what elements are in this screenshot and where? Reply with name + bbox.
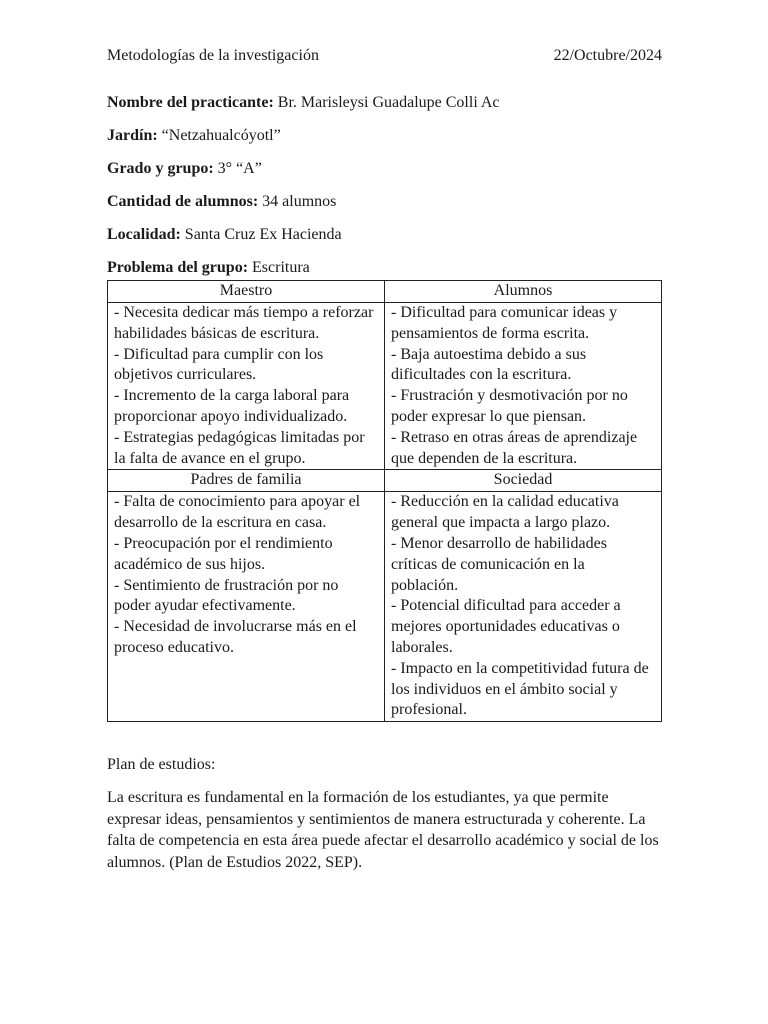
field-value: Br. Marisleysi Guadalupe Colli Ac	[273, 94, 500, 111]
list-item: - Sentimiento de frustración por no poder ayudar efectivamente.	[114, 576, 339, 615]
field-label: Jardín:	[107, 127, 158, 144]
field-practicante	[107, 92, 662, 114]
table-header-row	[108, 470, 662, 492]
list-item: - Dificultad para cumplir con los objetivos curriculares.	[114, 345, 324, 384]
field-value: 34 alumnos	[258, 193, 337, 210]
field-value: “Netzahualcóyotl”	[157, 127, 281, 144]
list-item: - Preocupación por el rendimiento académico de sus hijos.	[114, 534, 333, 573]
cell-maestro	[108, 303, 385, 470]
list-item: - Incremento de la carga laboral para proporcionar apoyo individualizado.	[114, 387, 350, 425]
field-localidad	[107, 224, 662, 246]
table-header-row	[108, 281, 662, 303]
list-item: - Reducción en la calidad educativa general que impacta a largo plazo.	[391, 493, 619, 532]
field-label: Localidad:	[107, 226, 181, 243]
plan-body: La escritura es fundamental en la formación de los estudiantes, ya que permite expresar ideas, pensamientos y sentimientos de manera estructurada y coherente. La falta de competencia en esta área puede afectar el desarrollo académico y social de los alumnos. (Plan de Estudios 2022, SEP).	[107, 789, 659, 871]
heading-alumnos: Alumnos	[385, 281, 662, 303]
list-item: - Frustración y desmotivación por no poder expresar lo que piensan.	[391, 387, 628, 425]
list-item: - Dificultad para comunicar ideas y pensamientos de forma escrita.	[391, 304, 618, 342]
table-row	[108, 303, 662, 470]
table-row	[108, 492, 662, 722]
field-label: Nombre del practicante:	[107, 94, 274, 111]
field-label: Problema del grupo:	[107, 259, 249, 276]
heading-sociedad: Sociedad	[385, 470, 662, 492]
list-item: - Menor desarrollo de habilidades críticas de comunicación en la población.	[391, 534, 607, 594]
plan-heading: Plan de estudios:	[107, 756, 216, 774]
list-item: - Necesidad de involucrarse más en el proceso educativo.	[114, 618, 357, 656]
field-label: Cantidad de alumnos:	[107, 193, 259, 210]
heading-maestro: Maestro	[108, 281, 385, 303]
document-date: 22/Octubre/2024	[553, 47, 662, 64]
list-item: - Impacto en la competitividad futura de los individuos en el ámbito social y profesional.	[391, 659, 649, 719]
list-item: - Estrategias pedagógicas limitadas por la falta de avance en el grupo.	[114, 428, 365, 467]
field-grado-grupo	[107, 158, 662, 180]
list-item: - Potencial dificultad para acceder a mejores oportunidades educativas o laborales.	[391, 597, 621, 656]
analysis-table	[107, 280, 662, 722]
subject-title: Metodologías de la investigación	[107, 47, 319, 64]
cell-alumnos	[385, 303, 662, 470]
field-problema	[107, 257, 662, 279]
document-header	[107, 45, 662, 67]
field-label: Grado y grupo:	[107, 160, 214, 177]
field-value: Santa Cruz Ex Hacienda	[180, 226, 342, 243]
field-value: 3° “A”	[213, 160, 262, 177]
field-jardin	[107, 125, 662, 147]
list-item: - Necesita dedicar más tiempo a reforzar habilidades básicas de escritura.	[114, 304, 374, 342]
list-item: - Baja autoestima debido a sus dificultades con la escritura.	[391, 345, 587, 384]
heading-padres: Padres de familia	[108, 470, 385, 492]
cell-padres	[108, 492, 385, 722]
list-item: - Falta de conocimiento para apoyar el desarrollo de la escritura en casa.	[114, 493, 361, 532]
field-value: Escritura	[248, 259, 310, 276]
document-page	[107, 45, 662, 873]
cell-sociedad	[385, 492, 662, 722]
field-cantidad-alumnos	[107, 191, 662, 213]
list-item: - Retraso en otras áreas de aprendizaje que dependen de la escritura.	[391, 428, 638, 467]
